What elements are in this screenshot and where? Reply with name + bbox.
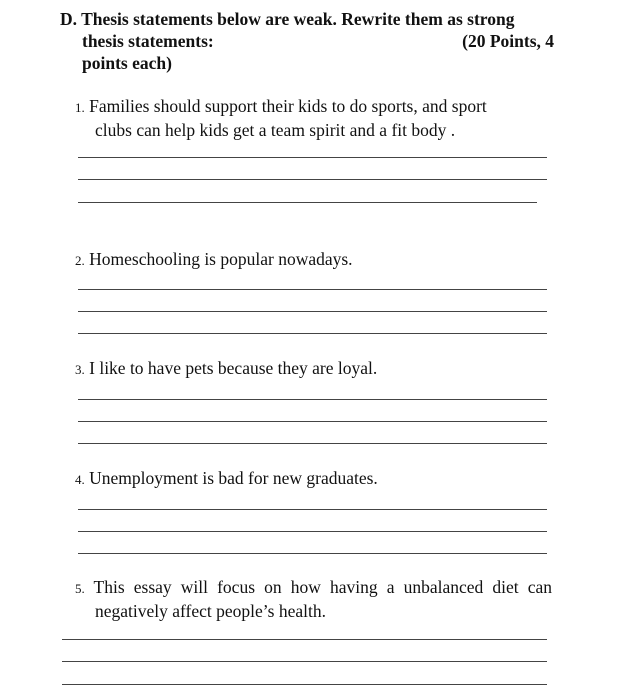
answer-line[interactable] bbox=[78, 333, 547, 334]
question-number: 5. bbox=[75, 581, 85, 596]
section-title-continued: thesis statements: bbox=[82, 31, 214, 51]
points-label-continued: points each) bbox=[82, 53, 172, 73]
question-number: 4. bbox=[75, 472, 85, 487]
question-text: I like to have pets because they are loyal. bbox=[89, 358, 378, 378]
question-text-continued: clubs can help kids get a team spirit and a fit body . bbox=[95, 120, 456, 140]
question-text: Homeschooling is popular nowadays. bbox=[89, 249, 353, 269]
section-title-row-2 bbox=[60, 30, 554, 52]
answer-line[interactable] bbox=[78, 443, 547, 444]
points-label: (20 Points, 4 bbox=[462, 31, 554, 51]
question-4 bbox=[75, 467, 378, 491]
answer-line[interactable] bbox=[78, 509, 547, 510]
question-5 bbox=[75, 576, 552, 622]
section-title: D. Thesis statements below are weak. Rewrite them as strong bbox=[60, 9, 515, 29]
answer-line[interactable] bbox=[78, 421, 547, 422]
question-text: This essay will focus on how having a unbalanced diet can bbox=[93, 577, 553, 597]
answer-line[interactable] bbox=[78, 289, 547, 290]
answer-line[interactable] bbox=[78, 531, 547, 532]
answer-line[interactable] bbox=[62, 661, 547, 662]
question-number: 3. bbox=[75, 362, 85, 377]
question-number: 2. bbox=[75, 253, 85, 268]
answer-line[interactable] bbox=[78, 399, 547, 400]
answer-line[interactable] bbox=[78, 553, 547, 554]
question-3 bbox=[75, 357, 377, 381]
answer-line[interactable] bbox=[62, 684, 547, 685]
answer-line[interactable] bbox=[78, 202, 537, 203]
answer-line[interactable] bbox=[78, 179, 547, 180]
question-1 bbox=[75, 95, 545, 141]
question-text: Families should support their kids to do sports, and sport bbox=[89, 96, 487, 116]
answer-line[interactable] bbox=[62, 639, 547, 640]
answer-line[interactable] bbox=[78, 311, 547, 312]
question-text: Unemployment is bad for new graduates. bbox=[89, 468, 378, 488]
question-2 bbox=[75, 248, 353, 272]
question-text-continued: negatively affect people’s health. bbox=[95, 601, 326, 621]
question-number: 1. bbox=[75, 100, 85, 115]
answer-line[interactable] bbox=[78, 157, 547, 158]
section-header bbox=[60, 8, 554, 74]
